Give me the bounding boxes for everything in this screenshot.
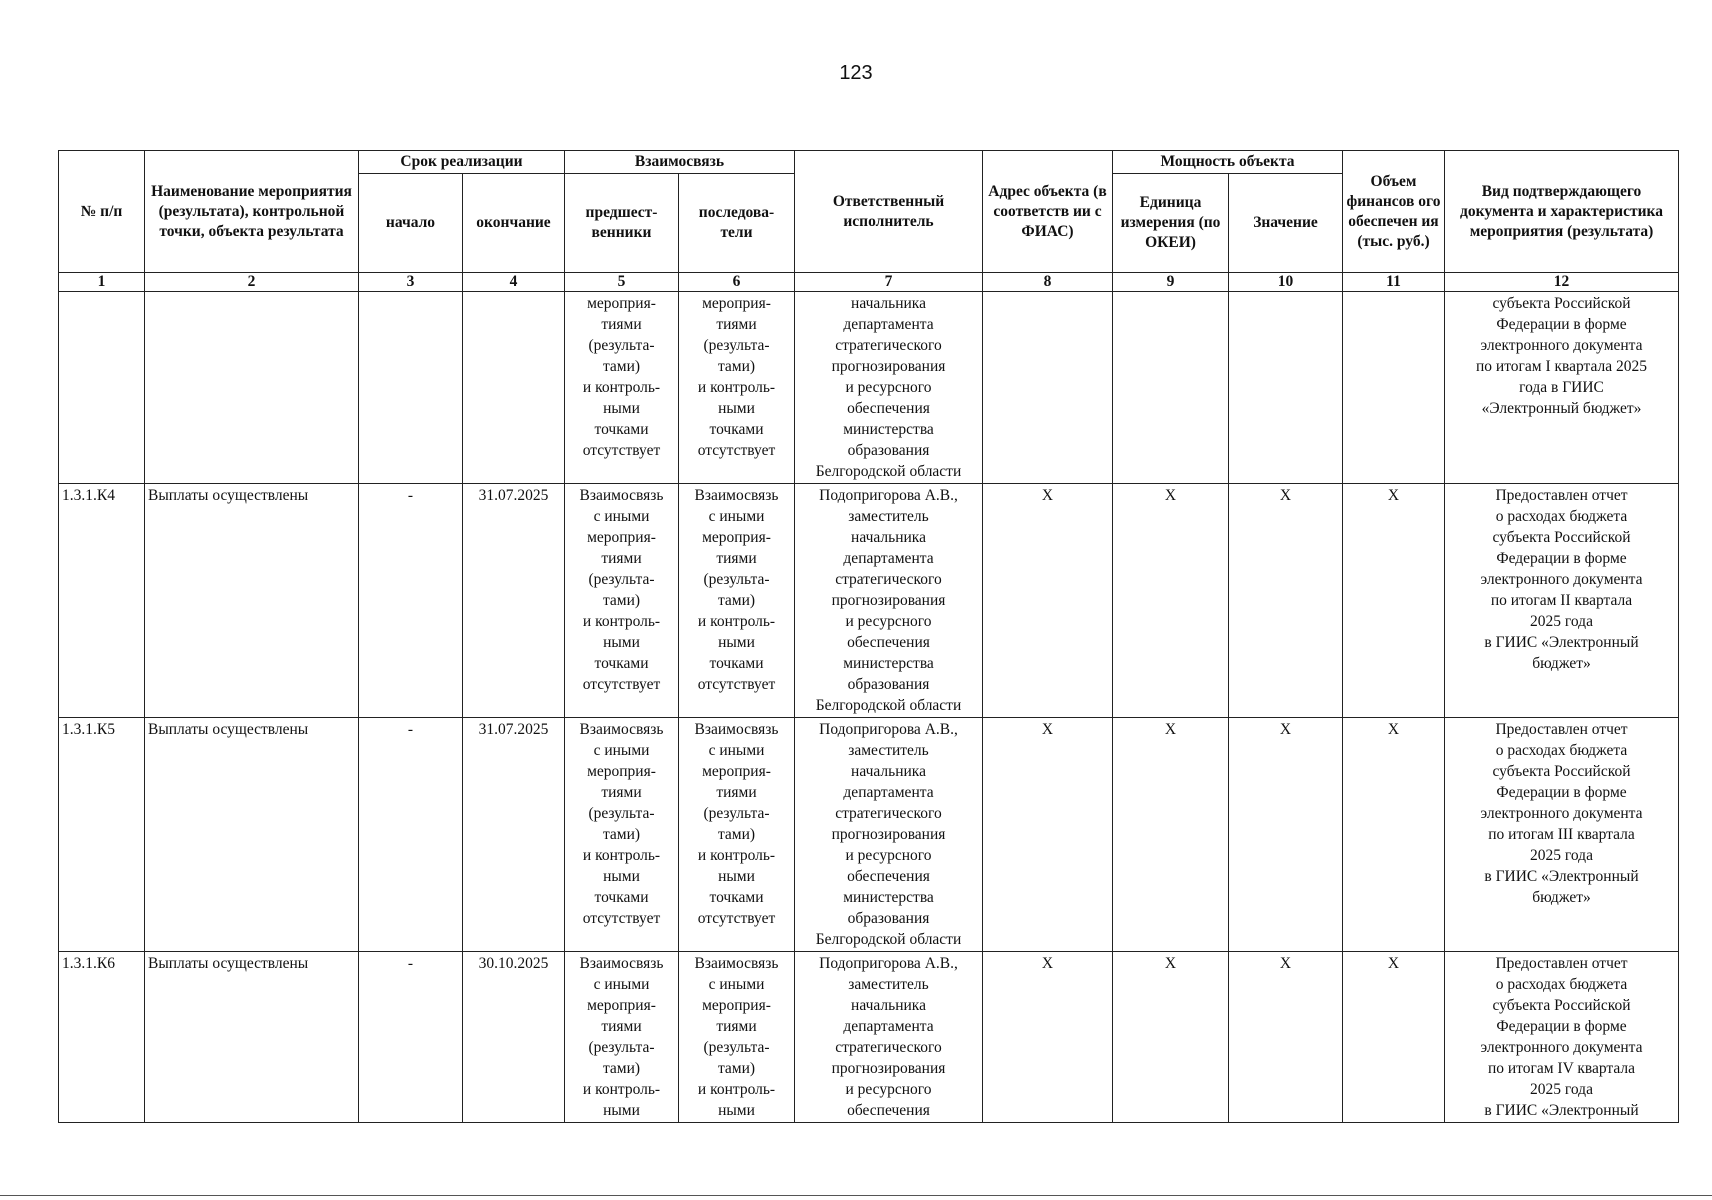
cell-document: Предоставлен отчет о расходах бюджета субъекта Российской Федерации в форме электронного документа по итогам III квартала 2025 года в ГИИС «Электронный бюджет» [1445,718,1679,952]
cell-unit: Х [1113,952,1229,1123]
header-unit: Единица измерения (по ОКЕИ) [1113,174,1229,273]
cell-num: 1.3.1.К4 [59,484,145,718]
header-period: Срок реализации [359,151,565,174]
cell-funding: Х [1343,718,1445,952]
cell-successors: Взаимосвязь с иными мероприя- тиями (результа- тами) и контроль- ными точками отсутствует [679,718,795,952]
cell-predecessors: Взаимосвязь с иными мероприя- тиями (результа- тами) и контроль- ными точками отсутствует [565,718,679,952]
cell-funding [1343,292,1445,484]
table-row [59,952,1679,1123]
column-number: 9 [1113,273,1229,292]
cell-unit [1113,292,1229,484]
header-num: № п/п [59,151,145,273]
column-number: 10 [1229,273,1343,292]
table-row [59,718,1679,952]
header-predecessors: предшест- венники [565,174,679,273]
header-address: Адрес объекта (в соответств ии с ФИАС) [983,151,1113,273]
cell-name [145,292,359,484]
page-number: 123 [839,62,873,84]
header-value: Значение [1229,174,1343,273]
cell-document: Предоставлен отчет о расходах бюджета субъекта Российской Федерации в форме электронного документа по итогам II квартала 2025 года в ГИИС «Электронный бюджет» [1445,484,1679,718]
cell-end [463,292,565,484]
column-number: 8 [983,273,1113,292]
column-number: 6 [679,273,795,292]
cell-name: Выплаты осуществлены [145,952,359,1123]
header-responsible: Ответственный исполнитель [795,151,983,273]
column-number: 3 [359,273,463,292]
column-number: 1 [59,273,145,292]
column-number: 4 [463,273,565,292]
cell-responsible: начальника департамента стратегического прогнозирования и ресурсного обеспечения министерства образования Белгородской области [795,292,983,484]
cell-num [59,292,145,484]
table-row [59,484,1679,718]
column-number: 2 [145,273,359,292]
cell-successors: мероприя- тиями (результа- тами) и контроль- ными точками отсутствует [679,292,795,484]
header-row-1 [59,151,1679,174]
cell-document: субъекта Российской Федерации в форме электронного документа по итогам I квартала 2025 года в ГИИС «Электронный бюджет» [1445,292,1679,484]
column-number: 11 [1343,273,1445,292]
cell-num: 1.3.1.К5 [59,718,145,952]
header-capacity: Мощность объекта [1113,151,1343,174]
cell-predecessors: Взаимосвязь с иными мероприя- тиями (результа- тами) и контроль- ными [565,952,679,1123]
header-document: Вид подтверждающего документа и характеристика мероприятия (результата) [1445,151,1679,273]
cell-end: 31.07.2025 [463,484,565,718]
cell-start [359,292,463,484]
cell-start: - [359,718,463,952]
cell-responsible: Подопригорова А.В., заместитель начальника департамента стратегического прогнозирования и ресурсного обеспечения министерства образования Белгородской области [795,718,983,952]
cell-start: - [359,484,463,718]
cell-responsible: Подопригорова А.В., заместитель начальника департамента стратегического прогнозирования и ресурсного обеспечения министерства образования Белгородской области [795,484,983,718]
scan-edge-line [0,1195,1712,1196]
cell-responsible: Подопригорова А.В., заместитель начальника департамента стратегического прогнозирования и ресурсного обеспечения [795,952,983,1123]
header-name: Наименование мероприятия (результата), контрольной точки, объекта результата [145,151,359,273]
cell-value: Х [1229,484,1343,718]
column-number: 5 [565,273,679,292]
cell-value: Х [1229,952,1343,1123]
cell-name: Выплаты осуществлены [145,718,359,952]
cell-unit: Х [1113,484,1229,718]
cell-predecessors: Взаимосвязь с иными мероприя- тиями (результа- тами) и контроль- ными точками отсутствует [565,484,679,718]
cell-funding: Х [1343,484,1445,718]
table-row-continued [59,292,1679,484]
cell-start: - [359,952,463,1123]
cell-predecessors: мероприя- тиями (результа- тами) и контроль- ными точками отсутствует [565,292,679,484]
cell-value: Х [1229,718,1343,952]
header-funding: Объем финансов ого обеспечен ия (тыс. руб.) [1343,151,1445,273]
cell-document: Предоставлен отчет о расходах бюджета субъекта Российской Федерации в форме электронного документа по итогам IV квартала 2025 года в ГИИС «Электронный [1445,952,1679,1123]
cell-address [983,292,1113,484]
plan-table [58,150,1679,1123]
column-number: 7 [795,273,983,292]
cell-address: Х [983,484,1113,718]
cell-address: Х [983,718,1113,952]
cell-funding: Х [1343,952,1445,1123]
column-number-row [59,273,1679,292]
column-number: 12 [1445,273,1679,292]
cell-address: Х [983,952,1113,1123]
cell-name: Выплаты осуществлены [145,484,359,718]
header-successors: последова- тели [679,174,795,273]
cell-successors: Взаимосвязь с иными мероприя- тиями (результа- тами) и контроль- ными точками отсутствует [679,484,795,718]
cell-unit: Х [1113,718,1229,952]
header-link: Взаимосвязь [565,151,795,174]
cell-successors: Взаимосвязь с иными мероприя- тиями (результа- тами) и контроль- ными [679,952,795,1123]
cell-value [1229,292,1343,484]
header-start: начало [359,174,463,273]
cell-end: 30.10.2025 [463,952,565,1123]
cell-end: 31.07.2025 [463,718,565,952]
cell-num: 1.3.1.К6 [59,952,145,1123]
header-end: окончание [463,174,565,273]
